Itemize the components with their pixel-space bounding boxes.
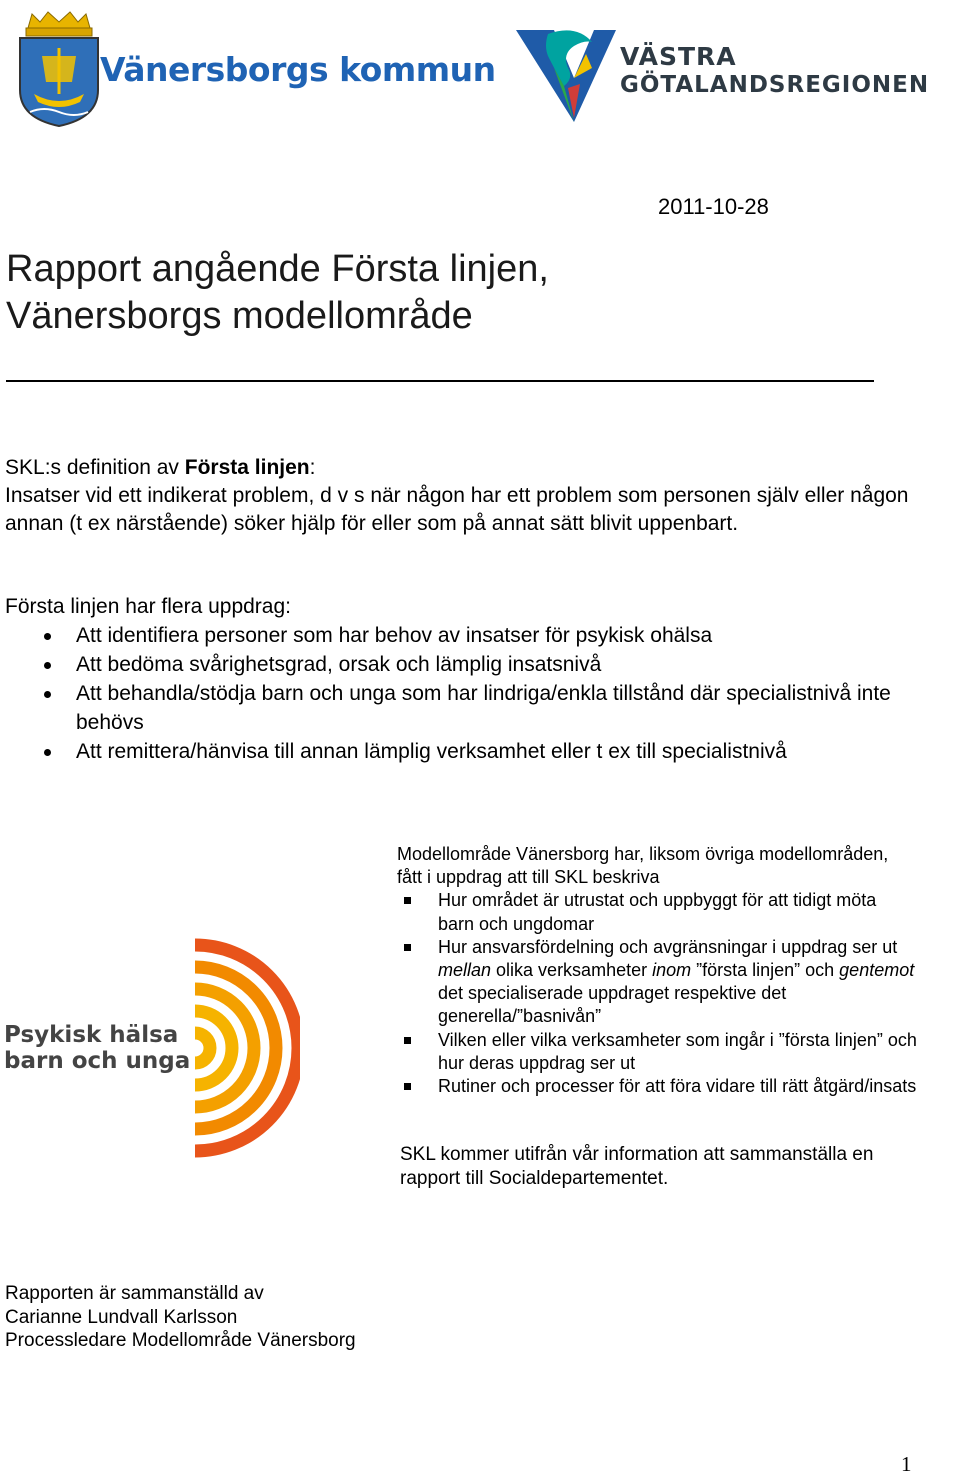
coat-of-arms-icon — [14, 8, 104, 130]
model-list — [397, 889, 917, 1098]
list-item: Vilken eller vilka verksamheter som ingår i ”första linjen” och hur deras uppdrag ser ut — [397, 1029, 917, 1075]
definition-heading: SKL:s definition av Första linjen: — [5, 456, 316, 479]
model-intro: Modellområde Vänersborg har, liksom övriga modellområden, fått i uppdrag att till SKL beskriva — [397, 844, 889, 888]
document-title — [6, 246, 549, 340]
vgr-mark-icon — [514, 28, 618, 124]
vgr-logo-line2: GÖTALANDSREGIONEN — [620, 72, 930, 98]
definition-term: Första linjen — [184, 456, 310, 479]
square-bullet-icon — [404, 1037, 411, 1044]
psykisk-halsa-logo — [0, 930, 300, 1165]
square-bullet-icon — [404, 944, 411, 951]
bullet-icon — [44, 749, 51, 756]
square-bullet-icon — [404, 897, 411, 904]
definition-text: Insatser vid ett indikerat problem, d v s när någon har ett problem som personen själv eller någon annan (t ex närstående) söker hjälp för eller som på annat sätt blivit uppenbart. — [5, 484, 909, 535]
model-section — [397, 843, 917, 1098]
square-bullet-icon — [404, 1083, 411, 1090]
tasks-list — [5, 621, 935, 766]
vgr-logo-line1: VÄSTRA — [620, 42, 737, 71]
bullet-icon — [44, 633, 51, 640]
author-role: Processledare Modellområde Vänersborg — [5, 1330, 356, 1351]
list-item: Rutiner och processer för att föra vidare till rätt åtgärd/insats — [397, 1075, 917, 1098]
list-item: Hur ansvarsfördelning och avgränsningar i uppdrag ser ut mellan olika verksamheter inom ”första linjen” och gentemot det specialiserade uppdraget respektive det generella/”basnivån” — [397, 936, 917, 1029]
author-line-1: Rapporten är sammanställd av — [5, 1283, 264, 1304]
bullet-icon — [44, 691, 51, 698]
skl-note: SKL kommer utifrån vår information att sammanställa en rapport till Socialdepartementet. — [400, 1144, 874, 1189]
list-item: Att behandla/stödja barn och unga som har lindriga/enkla tillstånd där specialistnivå inte behövs — [5, 679, 935, 737]
title-underline — [6, 380, 874, 382]
tasks-intro: Första linjen har flera uppdrag: — [5, 595, 291, 618]
vanersborg-logo-text: Vänersborgs kommun — [100, 50, 496, 89]
document-date: 2011-10-28 — [658, 194, 769, 219]
list-item: Att bedöma svårighetsgrad, orsak och lämplig insatsnivå — [5, 650, 935, 679]
psykisk-halsa-icon — [0, 930, 300, 1165]
title-line-2: Vänersborgs modellområde — [6, 295, 473, 337]
author-name: Carianne Lundvall Karlsson — [5, 1306, 238, 1328]
bullet-icon — [44, 662, 51, 669]
list-item: Att remittera/hänvisa till annan lämplig verksamhet eller t ex till specialistnivå — [5, 737, 935, 766]
tasks-section — [5, 593, 935, 766]
title-line-1: Rapport angående Första linjen, — [6, 248, 549, 290]
definition-section — [5, 454, 935, 538]
psykisk-logo-line1: Psykisk hälsa — [4, 1022, 179, 1048]
list-item: Hur området är utrustat och uppbyggt för att tidigt möta barn och ungdomar — [397, 889, 917, 935]
psykisk-logo-line2: barn och unga — [4, 1048, 191, 1074]
author-section — [5, 1282, 356, 1353]
page-number: 1 — [901, 1452, 912, 1476]
list-item: Att identifiera personer som har behov av insatser för psykisk ohälsa — [5, 621, 935, 650]
